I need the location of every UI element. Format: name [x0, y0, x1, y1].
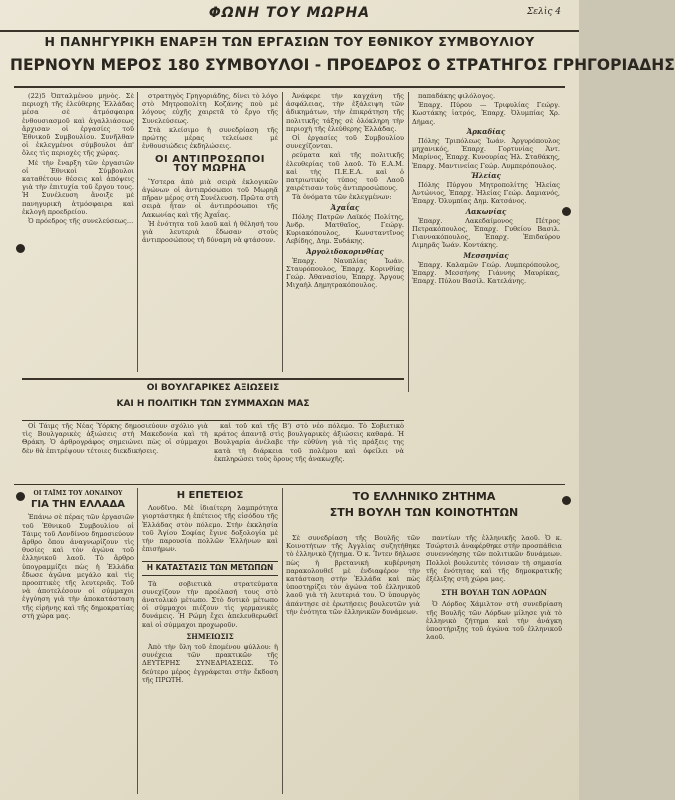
main-subheadline: ΠΕΡΝΟΥΝ ΜΕΡΟΣ 180 ΣΥΜΒΟΥΛΟΙ - ΠΡΟΕΔΡΟΣ Ο ΣΤΡΑΤΗΓΟΣ ΓΡΗΓΟΡΙΑΔΗΣ: [10, 56, 675, 74]
events-article: Η ΕΠΕΤΕΙΟΣ Λονδῖνο. Μὲ ἰδιαίτερη λαμπρότητα γιορτάστηκε ἡ ἐπέτειος τῆς εἰσόδου τῆς Ἑλλάδας στὸν πόλεμο. Στὴν ἐκκλησία τοῦ Ἁγίου Σοφίας ἔγινε δοξολογία μὲ τὴν παρουσία πολλῶν Ἑλλήνων καὶ ἐπισήμων. Η ΚΑΤΑΣΤΑΣΙΣ ΤΩΝ ΜΕΤΩΠΩΝ Τὰ σοβιετικὰ στρατεύματα συνεχίζουν τὴν προέλασή τους στὸ ἀνατολικὸ μέτωπο. Στὸ δυτικὸ μέτωπο οἱ σύμμαχοι πιέζουν τὶς γερμανικὲς δυνάμεις. Ἡ Ρώμη ἔχει ἀπελευθερωθεῖ καὶ οἱ σύμμαχοι προχωροῦν. ΣΗΜΕΙΩΣΙΣ Ἀπὸ τὴν ὕλη τοῦ ἐπομένου φύλλου: ἡ συνέχεια τῶν πρακτικῶν τῆς ΔΕΥΤΕΡΗΣ ΣΥΝΕΔΡΙΑΣΕΩΣ. Τὸ δεύτερο μέρος ἐγγράφεται στὴν ἔκδοση τῆς ΠΡΩΤΗ.: [142, 490, 278, 684]
column-divider: [137, 92, 138, 372]
commons-article-header: [286, 490, 562, 530]
lords-title: ΣΤΗ ΒΟΥΛΗ ΤΩΝ ΛΟΡΔΩΝ: [441, 588, 547, 598]
region-messinia: Μεσσηνίας: [463, 250, 509, 260]
times-kicker: ΟΙ ΤΑΪΜΣ ΤΟΥ ΛΟΝΔΙΝΟΥ: [33, 490, 123, 497]
column-divider: [137, 488, 138, 794]
bulgarian-subtitle: ΚΑΙ Η ΠΟΛΙΤΙΚΗ ΤΩΝ ΣΥΜΜΑΧΩΝ ΜΑΣ: [116, 399, 310, 409]
lead-column-2: στρατηγὸς Γρηγοριάδης, δίνει τὸ λόγο στὸ Μητροπολίτη Κοζάνης ποὺ μὲ λόγους εὐχῆς χαιρετᾶ τὸ ἔργο τῆς Συνελεύσεως. Στὰ κλείσιμο ἡ συνεδρίαση τῆς πρώτης μέρας τελείωσε μὲ ἐνθουσιώδεις ἐκδηλώσεις. ΟΙ ΑΝΤΙΠΡΟΣΩΠΟΙ ΤΟΥ ΜΩΡΗΑ Ὕστερα ἀπὸ μιὰ σειρὰ ἐκλογικῶν ἀγώνων οἱ ἀντιπρόσωποι τοῦ Μωρηᾶ πῆραν μέρος στὴ Συνέλευση. Πρῶτα στὴ σειρὰ ἦταν οἱ ἀντιπρόσωποι τῆς Λακωνίας καὶ τῆς Ἀχαΐας. Ἡ ἐνότητα τοῦ λαοῦ καὶ ἡ θέλησή του γιὰ λευτεριὰ ἔδωσαν στοὺς ἀντιπροσώπους τὴ δύναμη νὰ φτάσουν.: [142, 92, 278, 245]
page-number: Σελὶς 4: [526, 7, 561, 17]
lead-column-1: (22)5 Ὀπταλμένου μηνὸς. Σὲ περιοχὴ τῆς ἐλεύθερης Ἑλλάδας μέσα σὲ ἀτμόσφαιρα ἐνθουσιασμοῦ καὶ ἀγαλλιάσεως ἄρχισαν οἱ ἐργασίες τοῦ Ἐθνικοῦ Συμβουλίου. Συνῆλθαν οἱ ἐκλεγμένοι σύμβουλοι ἀπ' ὅλες τὶς περιοχὲς τῆς χώρας. Μὲ τὴν ἔναρξη τῶν ἐργασιῶν οἱ Ἐθνικοὶ Σύμβουλοι καταθέτουν θέσεις καὶ ἀπόψεις γιὰ τὴν ἐπιτυχία τοῦ ἔργου τους. Ἡ Συνέλευση ἄνοιξε μὲ πανηγυρικὴ ἀτμόσφαιρα καὶ ἐκλογὴ προεδρείου. Ὁ πρόεδρος τῆς συνελεύσεως...: [22, 92, 134, 226]
commons-column-2: παντίων τῆς ἑλληνικῆς λαοῦ. Ὁ κ. Τσώρτσιλ ἀναφέρθηκε στὴν προσπάθεια συνεννόησης τῶν πολιτικῶν δυνάμεων. Πολλοὶ βουλευτὲς τόνισαν τὴ σημασία τῆς ἐνότητας καὶ τῆς δημοκρατικῆς ἐξέλιξης στὴ χώρα μας. ΣΤΗ ΒΟΥΛΗ ΤΩΝ ΛΟΡΔΩΝ Ὁ Λόρδος Χάμιλτον στὴ συνεδρίαση τῆς Βουλῆς τῶν Λόρδων μίλησε γιὰ τὸ ἑλληνικὸ ζήτημα καὶ τὴν ἀνάγκη ὑποστήριξης τοῦ ἀγώνα τοῦ ἑλληνικοῦ λαοῦ.: [426, 534, 562, 642]
lead-column-4: παπαδάκης φιλόλογος. Ἐπαρχ. Πύρου — Τριφυλίας Γεώργ. Κωστάκης ἰατρός, Ἐπαρχ. Ὀλυμπίας Χρ. Δήμας. Ἀρκαδίας Πόλης Τριπόλεως Ἰωάν. Ἀργυρόπουλος μηχανικός, Ἐπαρχ. Γορτυνίας Ἀντ. Μαρίνος, Ἐπαρχ. Κυνουρίας Ἠλ. Σταθάκης, Ἐπαρχ. Μαντινείας Γεώρ. Λυμπερόπουλος. Ἠλείας Πόλης Πύργου Μητροπολίτης Ἠλείας Ἀντώνιος, Ἐπαρχ. Ἠλείας Γεώρ. Δαμιανός, Ἐπαρχ. Ὀλυμπίας Δημ. Κατσάνος. Λακωνίας Ἐπαρχ. Λακεδαίμονος Πέτρος Πετρακόπουλος, Ἐπαρχ. Γυθείου Βασιλ. Γιαννακόπουλος, Ἐπαρχ. Ἐπιδαύρου Λιμηρᾶς Ἰωάν. Κοντάκης. Μεσσηνίας Ἐπαρχ. Καλαμῶν Γεώρ. Λυμπερόπουλος, Ἐπαρχ. Μεσσήνης Γιάννης Μαυρίκας, Ἐπαρχ. Πύλου Βασίλ. Κατελάνης.: [412, 92, 560, 286]
events-title: Η ΕΠΕΤΕΙΟΣ: [176, 490, 244, 501]
bulgarian-title: ΟΙ ΒΟΥΛΓΑΡΙΚΕΣ ΑΞΙΩΣΕΙΣ: [146, 383, 280, 393]
binder-hole: [562, 496, 571, 505]
region-ilia: Ἠλείας: [471, 170, 501, 180]
bulgarian-column-2: καὶ τοῦ καὶ τῆς Β') στὸ νέο πόλεμο. Τὸ Σοβιετικὸ κράτος ἀπαντᾷ στὶς βουλγαρικὲς ἀξιώσεις καθαρά. Ἡ Βουλγαρία ἀνέλαβε τὴν εὐθύνη γιὰ τὶς πράξεις της κατὰ τὴ διάρκεια τοῦ πολέμου καὶ ὀφείλει νὰ ἐκπληρώσει τοὺς ὅρους τῆς ἀνακωχῆς.: [214, 422, 404, 463]
headline-rule: [14, 86, 565, 88]
column-divider: [408, 92, 409, 392]
bulgarian-column-1: Οἱ Τάιμς τῆς Νέας Ὑόρκης δημοσιεύουν σχόλιο γιὰ τὶς Βουλγαρικὲς ἀξιώσεις στὴ Μακεδονία καὶ τὴ Θράκη. Ὁ ἀρθρογράφος σημειώνει πὼς οἱ σύμμαχοι δὲν θὰ ἐπιτρέψουν τέτοιες διεκδικήσεις.: [22, 422, 208, 455]
binder-hole: [562, 207, 571, 216]
representatives-heading: ΟΙ ΑΝΤΙΠΡΟΣΩΠΟΙ ΤΟΥ ΜΩΡΗΑ: [155, 154, 265, 174]
region-arkadia: Ἀρκαδίας: [466, 126, 506, 136]
column-divider: [282, 92, 283, 372]
region-lakonia: Λακωνίας: [465, 206, 507, 216]
region-achaia: Ἀχαΐας: [330, 202, 360, 212]
section-rule: [14, 484, 565, 485]
fronts-title: Η ΚΑΤΑΣΤΑΣΙΣ ΤΩΝ ΜΕΤΩΠΩΝ: [142, 561, 278, 575]
commons-subtitle: ΣΤΗ ΒΟΥΛΗ ΤΩΝ ΚΟΙΝΟΤΗΤΩΝ: [329, 506, 519, 519]
masthead: [0, 0, 579, 32]
times-article: ΟΙ ΤΑΪΜΣ ΤΟΥ ΛΟΝΔΙΝΟΥ ΓΙΑ ΤΗΝ ΕΛΛΑΔΑ Ἐπάνω σὲ πέρας τῶν ἐργασιῶν τοῦ Ἐθνικοῦ Συμβουλίου οἱ Τάιμς τοῦ Λονδίνου δημοσιεύουν ἄρθρο ὅπου ἀναγνωρίζουν τὶς θυσίες καὶ τὸν ἀγώνα τοῦ ἑλληνικοῦ λαοῦ. Τὸ ἄρθρο ὑπογραμμίζει πὼς ἡ Ἑλλάδα ἔδωσε ἀγῶνα μεγάλο καὶ τὶς προοπτικὲς τῆς λευτεριᾶς. Τοῦ νὰ ἀποτελέσουν οἱ σύμμαχοι ἐγγύηση γιὰ τὴν ἀποκατάσταση τῆς εἰρήνης καὶ τῆς δημοκρατίας στὴ χώρα μας.: [22, 490, 134, 620]
note-title: ΣΗΜΕΙΩΣΙΣ: [186, 631, 234, 641]
bulgarian-article-header: [22, 378, 404, 421]
main-headline: Η ΠΑΝΗΓΥΡΙΚΗ ΕΝΑΡΞΗ ΤΩΝ ΕΡΓΑΣΙΩΝ ΤΟΥ ΕΘΝΙΚΟΥ ΣΥΜΒΟΥΛΙΟΥ: [44, 34, 535, 49]
commons-title: ΤΟ ΕΛΛΗΝΙΚΟ ΖΗΤΗΜΑ: [352, 490, 496, 503]
paper-name: ΦΩΝΗ ΤΟΥ ΜΩΡΗΑ: [208, 5, 371, 21]
column-divider: [282, 488, 283, 794]
lead-column-3: Ἀνάφερε τὴν καγχάνη τῆς ἀσφάλειας, τὴν ἐξάλειψη τῶν ἀδικημάτων, τὴν ἐπικράτηση τῆς πολιτικῆς τάξης σὲ ὁλόκληρη τὴν περιοχὴ τῆς ἐλεύθερης Ἑλλάδας. Οἱ ἐργασίες τοῦ Συμβουλίου συνεχίζονται. ρεύματα καὶ τῆς πολιτικῆς ἐλευθερίας τοῦ λαοῦ. Τὸ Ε.Α.Μ. καὶ τὴς Π.Ε.Ε.Α. καὶ ὁ πατριωτικὸς τύπος τοῦ Λαοῦ χαιρέτισαν τοὺς ἀντιπροσώπους. Τὰ ὀνόματα τῶν ἐκλεγμένων: Ἀχαΐας Πόλης Πατρῶν Λαϊκός Πολίτης, Ἀνδρ. Ματθαῖος, Γεώργ. Κυριακόπουλος, Κωνσταντῖνος Λεβίδης, Δημ. Ξυδάκης. Ἀργολιδοκορινθίας Ἐπαρχ. Ναυπλίας Ἰωάν. Σταυρόπουλος, Ἐπαρχ. Κορινθίας Γεώρ. Ἀθανασίου, Ἐπαρχ. Ἄργους Μιχαὴλ Δημητρακόπουλος.: [286, 92, 404, 290]
region-argolida: Ἀργολιδοκορινθίας: [306, 246, 384, 256]
times-title: ΓΙΑ ΤΗΝ ΕΛΛΑΔΑ: [31, 499, 125, 511]
commons-column-1: Σὲ συνεδρίαση τῆς Βουλῆς τῶν Κοινοτήτων τῆς Ἀγγλίας συζητήθηκε τὸ ἑλληνικὸ ζήτημα. Ὁ κ. Ἴντεν δήλωσε πὼς ἡ βρετανικὴ κυβέρνηση παρακολουθεῖ μὲ ἐνδιαφέρον τὴν κατάσταση στὴν Ἑλλάδα καὶ πὼς ὑποστηρίζει τὸν ἀγώνα τοῦ ἑλληνικοῦ λαοῦ γιὰ τὴ λευτεριά του. Ὁ ὑπουργὸς ἀπάντησε σὲ ἐρωτήσεις βουλευτῶν γιὰ τὴν ἐνότητα τῶν ἑλληνικῶν δυνάμεων.: [286, 534, 420, 616]
